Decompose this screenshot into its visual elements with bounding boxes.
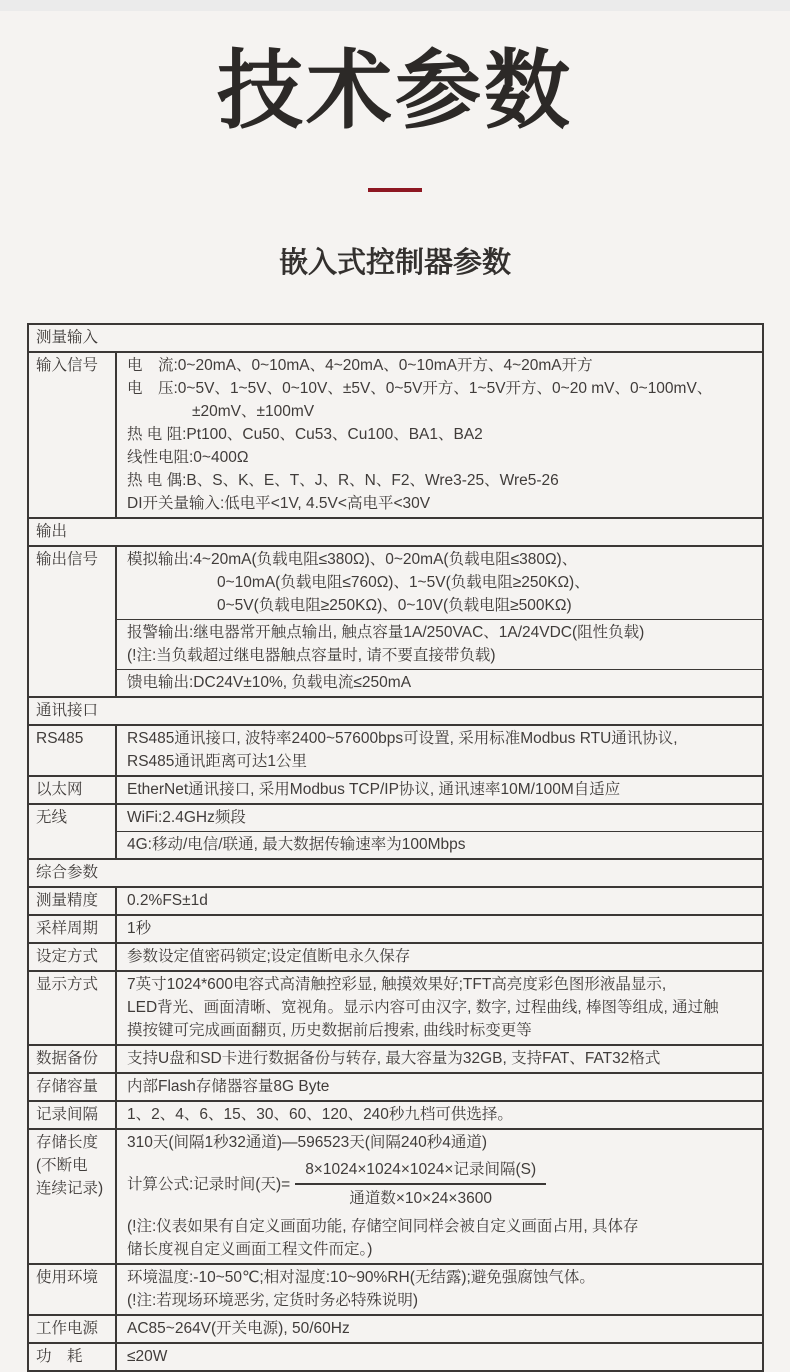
row-label bbox=[29, 726, 117, 775]
row-label-text: (不断电 bbox=[36, 1157, 88, 1174]
content-line: 环境温度:-10~50℃;相对湿度:10~90%RH(无结露);避免强腐蚀气体。 bbox=[127, 1269, 595, 1286]
row-label bbox=[29, 944, 117, 970]
content-line: ±20mV、±100mV bbox=[192, 403, 315, 420]
content-line: (!注:仪表如果有自定义画面功能, 存储空间同样会被自定义画面占用, 具体存 bbox=[127, 1218, 639, 1235]
content-block bbox=[117, 1316, 762, 1342]
spec-row bbox=[29, 545, 762, 696]
content-block bbox=[117, 1130, 762, 1263]
content-line: 7英寸1024*600电容式高清触控彩显, 触摸效果好;TFT高亮度彩色图形液晶显示, bbox=[127, 976, 667, 993]
content-block bbox=[117, 726, 762, 775]
spec-row bbox=[29, 1072, 762, 1100]
spec-table bbox=[27, 323, 764, 1372]
top-strip bbox=[0, 0, 790, 11]
row-content bbox=[117, 1046, 762, 1072]
content-line: 摸按键可完成画面翻页, 历史数据前后搜索, 曲线时标变更等 bbox=[127, 1022, 532, 1039]
content-line: 参数设定值密码锁定;设定值断电永久保存 bbox=[127, 948, 411, 965]
row-label-text: 以太网 bbox=[36, 781, 83, 798]
row-content bbox=[117, 1074, 762, 1100]
row-content bbox=[117, 972, 762, 1044]
spec-row bbox=[29, 724, 762, 775]
table-section-header: 测量输入 bbox=[36, 329, 99, 346]
row-content bbox=[117, 547, 762, 696]
row-label bbox=[29, 547, 117, 696]
spec-row bbox=[29, 1044, 762, 1072]
row-content bbox=[117, 1130, 762, 1263]
row-content bbox=[117, 1265, 762, 1314]
content-block bbox=[117, 888, 762, 914]
content-block bbox=[117, 831, 762, 858]
row-label bbox=[29, 1265, 117, 1314]
row-label bbox=[29, 1316, 117, 1342]
row-label bbox=[29, 1046, 117, 1072]
row-label-text: 存储长度 bbox=[36, 1134, 99, 1151]
content-line: EtherNet通讯接口, 采用Modbus TCP/IP协议, 通讯速率10M/100M自适应 bbox=[127, 781, 621, 798]
content-block bbox=[117, 619, 762, 669]
content-line: RS485通讯距离可达1公里 bbox=[127, 753, 308, 770]
row-label-text: 输出信号 bbox=[36, 551, 99, 568]
spec-row bbox=[29, 1100, 762, 1128]
row-label-text: RS485 bbox=[36, 730, 84, 747]
record-time-formula bbox=[127, 1157, 754, 1211]
row-content bbox=[117, 777, 762, 803]
row-content bbox=[117, 1102, 762, 1128]
row-label-text: 连续记录) bbox=[36, 1180, 104, 1197]
row-label-text: 输入信号 bbox=[36, 357, 99, 374]
content-block bbox=[117, 1074, 762, 1100]
table-section-header: 输出 bbox=[29, 517, 762, 545]
row-label bbox=[29, 888, 117, 914]
content-line: 馈电输出:DC24V±10%, 负载电流≤250mA bbox=[127, 674, 412, 691]
row-label-text: 工作电源 bbox=[36, 1320, 99, 1337]
content-block bbox=[117, 916, 762, 942]
spec-row bbox=[29, 1314, 762, 1342]
content-block bbox=[117, 669, 762, 696]
row-label bbox=[29, 805, 117, 858]
row-label-text: 设定方式 bbox=[36, 948, 99, 965]
content-line: 310天(间隔1秒32通道)—596523天(间隔240秒4通道) bbox=[127, 1134, 488, 1151]
spec-row bbox=[29, 1342, 762, 1370]
row-label bbox=[29, 1344, 117, 1370]
row-content bbox=[117, 805, 762, 858]
formula-prefix: 计算公式:记录时间(天)= bbox=[127, 1175, 291, 1193]
content-line: 热 电 偶:B、S、K、E、T、J、R、N、F2、Wre3-25、Wre5-26 bbox=[127, 472, 559, 489]
row-content bbox=[117, 1344, 762, 1370]
content-line: 1、2、4、6、15、30、60、120、240秒九档可供选择。 bbox=[127, 1106, 513, 1123]
fraction-numerator: 8×1024×1024×1024×记录间隔(S) bbox=[295, 1157, 546, 1185]
section-subtitle: 嵌入式控制器参数 bbox=[278, 247, 511, 279]
content-line: AC85~264V(开关电源), 50/60Hz bbox=[127, 1320, 350, 1337]
content-block bbox=[117, 547, 762, 619]
row-label bbox=[29, 972, 117, 1044]
row-label-text: 测量精度 bbox=[36, 892, 99, 909]
row-label-text: 采样周期 bbox=[36, 920, 99, 937]
content-block bbox=[117, 353, 762, 517]
table-section-header: 综合参数 bbox=[29, 858, 762, 886]
content-line: 0~10mA(负载电阻≤760Ω)、1~5V(负载电阻≥250KΩ)、 bbox=[217, 574, 590, 591]
content-line: 模拟输出:4~20mA(负载电阻≤380Ω)、0~20mA(负载电阻≤380Ω)、 bbox=[127, 551, 578, 568]
spec-row bbox=[29, 1263, 762, 1314]
content-line: RS485通讯接口, 波特率2400~57600bps可设置, 采用标准Modbus RTU通讯协议, bbox=[127, 730, 678, 747]
row-label bbox=[29, 916, 117, 942]
row-content bbox=[117, 1316, 762, 1342]
content-line: LED背光、画面清晰、宽视角。显示内容可由汉字, 数字, 过程曲线, 棒图等组成, 通过触 bbox=[127, 999, 719, 1016]
spec-row bbox=[29, 914, 762, 942]
content-line: ≤20W bbox=[127, 1348, 168, 1365]
row-content bbox=[117, 944, 762, 970]
row-content bbox=[117, 353, 762, 517]
content-line: 4G:移动/电信/联通, 最大数据传输速率为100Mbps bbox=[127, 836, 466, 853]
content-line: 电 流:0~20mA、0~10mA、4~20mA、0~10mA开方、4~20mA开方 bbox=[127, 357, 593, 374]
spec-row bbox=[29, 351, 762, 517]
row-label-text: 显示方式 bbox=[36, 976, 99, 993]
content-line: 0.2%FS±1d bbox=[127, 892, 208, 909]
spec-row bbox=[29, 803, 762, 858]
table-section-header: 通讯接口 bbox=[29, 696, 762, 724]
content-line: 报警输出:继电器常开触点输出, 触点容量1A/250VAC、1A/24VDC(阻性负载) bbox=[127, 624, 645, 641]
content-line: 储长度视自定义画面工程文件而定。) bbox=[127, 1241, 373, 1258]
row-label bbox=[29, 353, 117, 517]
content-line: (!注:当负载超过继电器触点容量时, 请不要直接带负载) bbox=[127, 647, 496, 664]
content-block bbox=[117, 1102, 762, 1128]
content-block bbox=[117, 1265, 762, 1314]
row-label-text: 数据备份 bbox=[36, 1050, 99, 1067]
content-line: WiFi:2.4GHz频段 bbox=[127, 809, 246, 826]
spec-row bbox=[29, 1128, 762, 1263]
content-line: DI开关量输入:低电平<1V, 4.5V<高电平<30V bbox=[127, 495, 431, 512]
spec-row bbox=[29, 886, 762, 914]
content-line: 支持U盘和SD卡进行数据备份与转存, 最大容量为32GB, 支持FAT、FAT32格式 bbox=[127, 1050, 661, 1067]
fraction bbox=[295, 1157, 546, 1211]
fraction-denominator: 通道数×10×24×3600 bbox=[349, 1190, 492, 1207]
spec-row bbox=[29, 970, 762, 1044]
content-line: 电 压:0~5V、1~5V、0~10V、±5V、0~5V开方、1~5V开方、0~20 mV、0~100mV、 bbox=[127, 380, 713, 397]
content-block bbox=[117, 777, 762, 803]
spec-row bbox=[29, 775, 762, 803]
row-label-text: 使用环境 bbox=[36, 1269, 99, 1286]
row-label-text: 存储容量 bbox=[36, 1078, 99, 1095]
row-content bbox=[117, 916, 762, 942]
row-label bbox=[29, 1102, 117, 1128]
spec-row bbox=[29, 942, 762, 970]
content-line: 线性电阻:0~400Ω bbox=[127, 449, 249, 466]
row-content bbox=[117, 888, 762, 914]
row-label-text: 无线 bbox=[36, 809, 68, 826]
row-content bbox=[117, 726, 762, 775]
content-block bbox=[117, 1344, 762, 1370]
row-label bbox=[29, 1130, 117, 1263]
row-label-text: 记录间隔 bbox=[36, 1106, 99, 1123]
content-block bbox=[117, 1046, 762, 1072]
row-label-text: 功 耗 bbox=[36, 1348, 83, 1365]
content-block bbox=[117, 972, 762, 1044]
row-label bbox=[29, 1074, 117, 1100]
content-line: (!注:若现场环境恶劣, 定货时务必特殊说明) bbox=[127, 1292, 419, 1309]
row-label bbox=[29, 777, 117, 803]
content-line: 内部Flash存储器容量8G Byte bbox=[127, 1078, 330, 1095]
content-line: 1秒 bbox=[127, 920, 152, 937]
content-line: 热 电 阻:Pt100、Cu50、Cu53、Cu100、BA1、BA2 bbox=[127, 426, 483, 443]
title-accent-divider bbox=[368, 188, 422, 192]
content-block bbox=[117, 805, 762, 831]
content-block bbox=[117, 944, 762, 970]
page-title: 技术参数 bbox=[217, 43, 573, 139]
content-line: 0~5V(负载电阻≥250KΩ)、0~10V(负载电阻≥500KΩ) bbox=[217, 597, 572, 614]
